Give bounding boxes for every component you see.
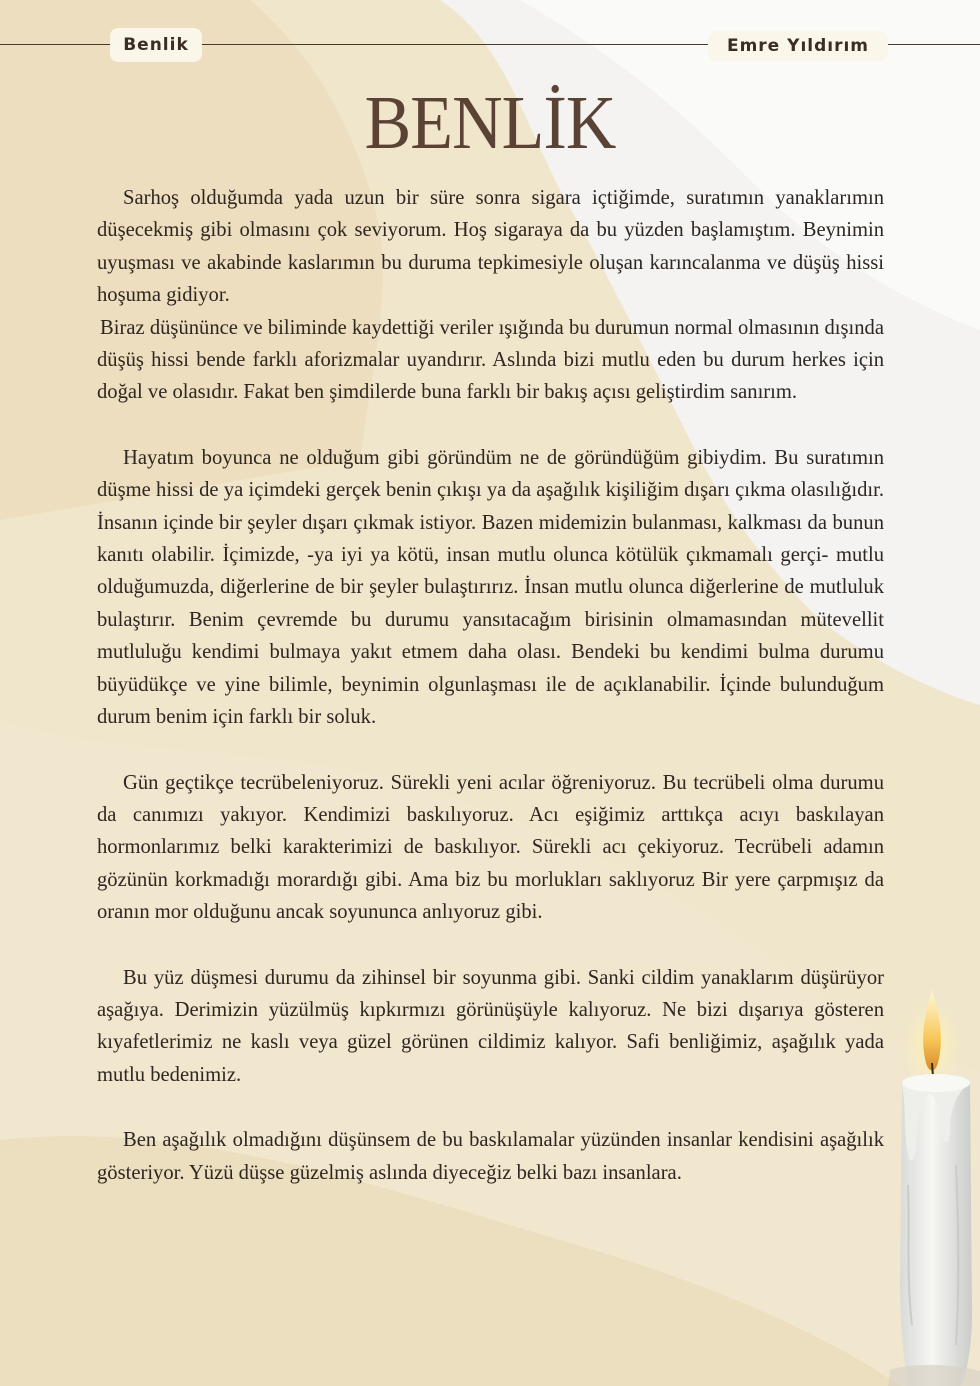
paragraph-2: Biraz düşününce ve biliminde kaydettiği veriler ışığında bu durumun normal olmasının dışında düşüş hissi bende farklı aforizmalar uyandırır. Aslında bizi mutlu eden bu durum herkes için doğal ve olasıdır. Fakat ben şimdilerde buna farklı bir bakış açısı geliştirdim sanırım. xyxy=(97,316,884,404)
paragraph-5: Bu yüz düşmesi durumu da zihinsel bir soyunma gibi. Sanki cildim yanaklarım düşürüyor aşağıya. Derimizin yüzülmüş kıpkırmızı görünüşüyle kalıyoruz. Ne bizi dışarıya gösteren kıyafetlerimiz ne kaslı veya güzel görünen cildimiz kalıyor. Safi benliğimiz, aşağılık yada mutlu bedenimiz. xyxy=(97,966,884,1086)
header-tag-topic: Benlik xyxy=(110,28,202,62)
header-rule-right xyxy=(888,44,980,45)
paragraph-4: Gün geçtikçe tecrübeleniyoruz. Sürekli yeni acılar öğreniyoruz. Bu tecrübeli olma durumu da canımızı yakıyor. Kendimizi baskılıyoruz. Acı eşiğimiz arttıkça acıyı baskılayan hormonlarımız belki karakterimizi de baskılıyor. Sürekli acı çekiyoruz. Tecrübeli adamın gözünün korkmadığı morardığı gibi. Ama biz bu morlukları saklıyoruz Bir yere çarpmışız da oranın mor olduğunu ancak soyununca anlıyoruz gibi. xyxy=(97,771,884,924)
article-body xyxy=(97,182,884,1189)
header-rule-left xyxy=(0,44,110,45)
paragraph-1: Sarhoş olduğumda yada uzun bir süre sonra sigara içtiğimde, suratımın yanaklarımın düşecekmiş gibi olmasını çok seviyorum. Hoş sigaraya da bu yüzden başlamıştım. Beynimin uyuşması ve akabinde kaslarımın bu duruma tepkimesiyle oluşan karıncalanma ve düşüş hissi hoşuma gidiyor. xyxy=(97,187,884,307)
header-rule-middle xyxy=(202,44,708,45)
paragraph-6: Ben aşağılık olmadığını düşünsem de bu baskılamalar yüzünden insanlar kendisini aşağılık gösteriyor. Yüzü düşse güzelmiş aslında diyeceğiz belki bazı insanlara. xyxy=(97,1129,884,1184)
paragraph-3: Hayatım boyunca ne olduğum gibi göründüm ne de göründüğüm gibiydim. Bu suratımın düşme hissi de ya içimdeki gerçek benin çıkışı ya da aşağılık kişiliğim dışarı çıkma olasılığıdır. İnsanın içinde bir şeyler dışarı çıkmak istiyor. Bazen midemizin bulanması, kalkması da bunun kanıtı olabilir. İçimizde, -ya iyi ya kötü, insan mutlu olunca kötülük çıkmamalı gerçi- mutlu olduğumuzda, diğerlerine de bir şeyler bulaştırırız. İnsan mutlu olunca diğerlerine de mutluluk bulaştırır. Benim çevremde bu durumu yansıtacağım birisinin olmamasından mütevellit mutluluğu kendimi bulmaya yakıt etmem daha olası. Bendeki bu kendimi bulma durumu büyüdükçe ve yine bilimle, beynimin olgunlaşması ile de açıklanabilir. İçinde bulunduğum durum benim için farklı bir soluk. xyxy=(97,446,884,729)
page-title: BENLİK xyxy=(364,81,616,165)
header-tag-author: Emre Yıldırım xyxy=(708,31,888,61)
candle-illustration xyxy=(880,985,980,1386)
